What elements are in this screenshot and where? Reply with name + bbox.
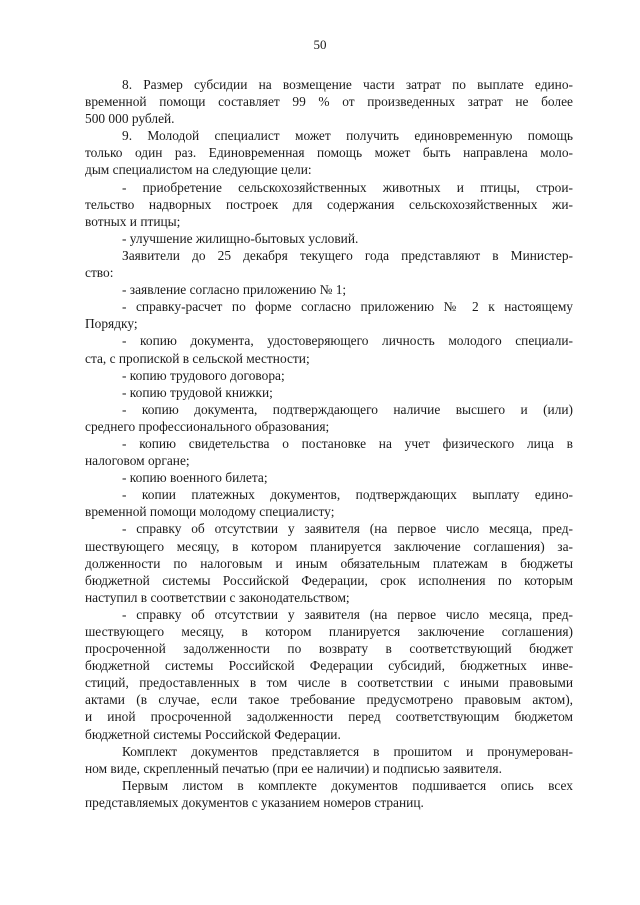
text-line: Комплект документов представляется в прошитом и пронумерован- [122,743,573,759]
text-line: налоговом органе; [85,453,190,469]
text-line: ста, с пропиской в сельской местности; [85,350,310,366]
text-line: - справку-расчет по форме согласно приложению № 2 к настоящему [122,299,573,315]
paragraph-goal-housing [85,230,573,247]
text-line: - копию военного билета; [122,470,268,486]
text-line: - улучшение жилищно-бытовых условий. [122,230,359,246]
text-line: дым специалистом на следующие цели: [85,162,312,178]
text-line: тельство надворных построек для содержания сельскохозяйственных жи- [85,196,573,212]
text-line: только один раз. Единовременная помощь может быть направлена моло- [85,145,573,161]
text-line: ном виде, скрепленный печатью (при ее наличии) и подписью заявителя. [85,760,502,776]
text-line: вотных и птицы; [85,213,181,229]
paragraph-doc-education [85,401,573,435]
text-line: долженности по налоговым и иным обязательным платежам в бюджеты [85,555,573,571]
paragraph-p9 [85,127,573,178]
text-line: просроченной задолженности по возврату в соответствующий бюджет [85,641,573,657]
text-line: среднего профессионального образования; [85,418,330,434]
text-line: временной помощи молодому специалисту; [85,504,335,520]
text-line: актами (в случае, если такое требование предусмотрено правовым актом), [85,692,573,708]
text-line: Первым листом в комплекте документов подшивается опись всех [122,777,573,793]
text-line: - копию документа, удостоверяющего личность молодого специали- [122,333,573,349]
paragraph-doc-military [85,469,573,486]
text-line: - заявление согласно приложению № 1; [122,282,347,298]
paragraph-inventory [85,777,573,811]
text-line: ство: [85,265,114,281]
text-line: - копию трудового договора; [122,367,285,383]
page-number: 50 [313,37,327,52]
text-line: Порядку; [85,316,138,332]
text-line: бюджетной системы Российской Федерации, срок исполнения по которым [85,572,573,588]
document-body [85,76,573,811]
text-line: - копии платежных документов, подтверждающих выплату едино- [122,487,573,503]
paragraph-doc-no-debt-budget [85,606,573,743]
text-line: - приобретение сельскохозяйственных животных и птицы, строи- [122,179,573,195]
text-line: - копию документа, подтверждающего наличие высшего и (или) [122,401,573,417]
text-line: 500 000 рублей. [85,111,175,127]
text-line: бюджетной системы Российской Федерации. [85,726,341,742]
text-line: - копию трудовой книжки; [122,384,273,400]
paragraph-doc-calc [85,298,573,332]
paragraph-p8 [85,76,573,127]
paragraph-package [85,743,573,777]
text-line: 8. Размер субсидии на возмещение части затрат по выплате едино- [122,77,573,92]
text-line: - справку об отсутствии у заявителя (на первое число месяца, пред- [122,521,573,537]
text-line: стиций, предоставленных в том числе в соответствии с иными правовыми [85,675,573,691]
paragraph-applicants [85,247,573,281]
text-line: и иной просроченной задолженности перед соответствующим бюджетом [85,709,573,725]
paragraph-doc-no-debt-tax [85,520,573,605]
text-line: Заявители до 25 декабря текущего года представляют в Министер- [122,247,573,263]
text-line: бюджетной системы Российской Федерации субсидий, бюджетных инве- [85,658,573,674]
paragraph-doc-payments [85,486,573,520]
text-line: представляемых документов с указанием номеров страниц. [85,794,424,810]
text-line: - копию свидетельства о постановке на учет физического лица в [122,435,573,451]
paragraph-doc-identity [85,332,573,366]
text-line: - справку об отсутствии у заявителя (на первое число месяца, пред- [122,606,573,622]
paragraph-doc-contract [85,367,573,384]
text-line: наступил в соответствии с законодательством; [85,589,350,605]
text-line: временной помощи составляет 99 % от произведенных затрат не более [85,94,573,110]
text-line: шествующего месяцу, в котором планируется заключение соглашения) за- [85,538,573,554]
paragraph-doc-tax [85,435,573,469]
text-line: 9. Молодой специалист может получить единовременную помощь [122,128,573,144]
paragraph-doc-application [85,281,573,298]
text-line: шествующего месяцу, в котором планируется заключение соглашения) [85,624,573,639]
paragraph-doc-workbook [85,384,573,401]
paragraph-goal-animals [85,179,573,230]
